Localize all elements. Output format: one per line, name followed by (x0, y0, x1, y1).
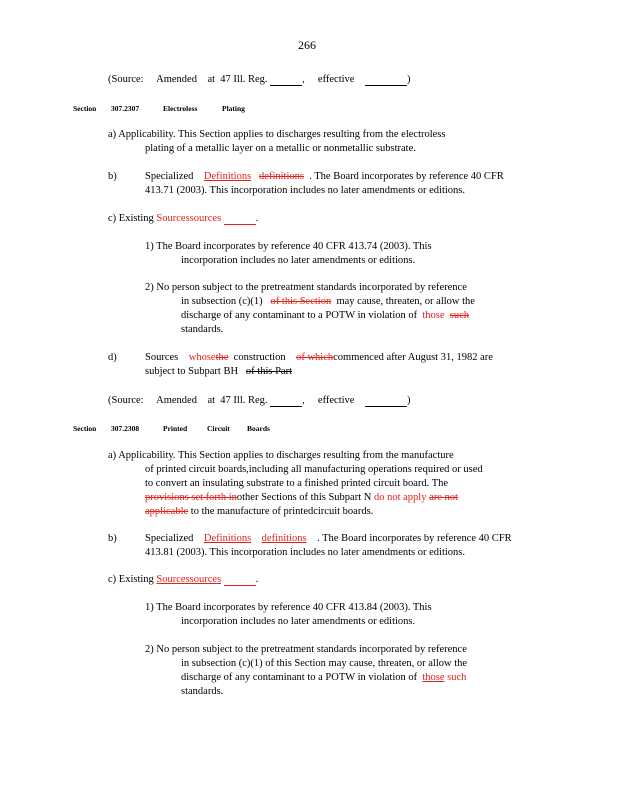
paragraph-c1-line: incorporation includes no later amendments or editions. (181, 616, 416, 627)
paragraph-d-line (145, 366, 292, 377)
inserted-text: whose (188, 352, 216, 363)
inserted-text: Sourcessources (156, 574, 222, 585)
source-reg: 47 Ill. Reg. (220, 395, 268, 406)
text-rest: . The Board incorporates by reference 40 CFR (309, 171, 504, 182)
text-run: in subsection (c)(1) (181, 296, 263, 307)
paragraph-c-line (108, 574, 258, 586)
source-at: at (207, 395, 216, 406)
source-comma: , (302, 395, 305, 406)
paragraph-c-line (108, 213, 258, 225)
text-run: commenced after August 31, 1982 are (333, 352, 493, 363)
text-run: to the manufacture of printedcircuit boards. (190, 506, 374, 517)
paragraph-a-line (145, 492, 458, 503)
inserted-text: do not apply (373, 492, 427, 503)
paragraph-c1-line: 1) The Board incorporates by reference 40 CFR 413.84 (2003). This (145, 602, 432, 613)
inserted-text: definitions (261, 533, 307, 544)
text-run: Sources (145, 352, 179, 363)
paragraph-a-line: a) Applicability. This Section applies to discharges resulting from the electroless (108, 129, 446, 140)
source-close: ) (406, 74, 411, 85)
source-label: (Source: (108, 74, 144, 85)
deleted-text: applicable (145, 506, 189, 517)
text-rest: . The Board incorporates by reference 40 CFR (317, 533, 512, 544)
section-title-word: Boards (247, 424, 270, 433)
inserted-blank (224, 574, 256, 586)
text-existing: c) Existing (108, 213, 154, 224)
section-title-word: Electroless (163, 104, 198, 113)
source-amended: Amended (156, 74, 197, 85)
text-specialized: Specialized (145, 171, 194, 182)
paragraph-c1-line: incorporation includes no later amendments or editions. (181, 255, 416, 266)
inserted-text: Sourcessources (156, 213, 222, 224)
paragraph-c2-line: in subsection (c)(1) of this Section may cause, threaten, or allow the (181, 658, 468, 669)
text-run: may cause, threaten, or allow the (336, 296, 475, 307)
source-note (108, 395, 410, 407)
source-close: ) (406, 395, 411, 406)
inserted-text: Definitions (203, 171, 252, 182)
paragraph-c2-line (181, 672, 466, 683)
inserted-text: those (422, 672, 445, 683)
source-effective: effective (317, 395, 355, 406)
source-comma: , (302, 74, 305, 85)
paragraph-b-label: b) (108, 533, 117, 544)
paragraph-b-line (145, 171, 504, 182)
section-title-word: Circuit (207, 424, 230, 433)
text-period: . (255, 574, 259, 585)
deleted-text: such (449, 310, 470, 321)
paragraph-b-label: b) (108, 171, 117, 182)
paragraph-c2-line: standards. (181, 686, 224, 697)
source-blank-reg (270, 74, 302, 86)
deleted-text: definitions (259, 171, 304, 182)
source-blank-date (365, 74, 407, 86)
paragraph-c2-line: 2) No person subject to the pretreatment standards incorporated by reference (145, 644, 467, 655)
deleted-text: of which (296, 352, 334, 363)
paragraph-a-line: of printed circuit boards,including all manufacturing operations required or used (145, 464, 483, 475)
source-reg: 47 Ill. Reg. (220, 74, 268, 85)
section-word: Section (73, 424, 97, 433)
deleted-text: are not (429, 492, 458, 503)
inserted-text: such (447, 672, 467, 683)
source-effective: effective (317, 74, 355, 85)
inserted-text: Definitions (203, 533, 252, 544)
text-run: discharge of any contaminant to a POTW in violation of (181, 310, 418, 321)
text-run: discharge of any contaminant to a POTW in violation of (181, 672, 418, 683)
text-run: subject to Subpart BH (145, 366, 239, 377)
paragraph-b-line: 413.81 (2003). This incorporation includes no later amendments or editions. (145, 547, 465, 558)
text-existing: c) Existing (108, 574, 154, 585)
source-amended: Amended (156, 395, 197, 406)
paragraph-b-line: 413.71 (2003). This incorporation includes no later amendments or editions. (145, 185, 465, 196)
paragraph-a-line: a) Applicability. This Section applies to discharges resulting from the manufacture (108, 450, 454, 461)
source-note (108, 74, 410, 86)
section-number: 307.2307 (111, 104, 140, 113)
source-at: at (207, 74, 216, 85)
paragraph-d-label: d) (108, 352, 117, 363)
deleted-text: of this Part (245, 366, 293, 377)
paragraph-a-line: to convert an insulating substrate to a finished printed circuit board. The (145, 478, 449, 489)
paragraph-c2-line (181, 310, 469, 321)
section-heading (73, 104, 96, 113)
page-number: 266 (298, 38, 316, 52)
paragraph-c2-line: standards. (181, 324, 224, 335)
section-number: 307.2308 (111, 424, 140, 433)
text-specialized: Specialized (145, 533, 194, 544)
source-blank-date (365, 395, 407, 407)
paragraph-c2-line (181, 296, 475, 307)
text-period: . (255, 213, 259, 224)
inserted-text: those (422, 310, 445, 321)
paragraph-c1-line: 1) The Board incorporates by reference 40 CFR 413.74 (2003). This (145, 241, 432, 252)
text-run: other Sections of this Subpart N (236, 492, 372, 503)
paragraph-b-line (145, 533, 512, 544)
inserted-blank (224, 213, 256, 225)
deleted-text: provisions set forth in (145, 492, 237, 503)
source-label: (Source: (108, 395, 144, 406)
section-title-word: Plating (222, 104, 245, 113)
text-run: construction (233, 352, 286, 363)
paragraph-d-line (145, 352, 493, 363)
paragraph-c2-line: 2) No person subject to the pretreatment standards incorporated by reference (145, 282, 467, 293)
paragraph-a-line: plating of a metallic layer on a metallic or nonmetallic substrate. (145, 143, 416, 154)
deleted-text: of this Section (270, 296, 332, 307)
section-word: Section (73, 104, 97, 113)
deleted-text: the (215, 352, 229, 363)
source-blank-reg (270, 395, 302, 407)
paragraph-a-line (145, 506, 373, 517)
section-title-word: Printed (163, 424, 188, 433)
